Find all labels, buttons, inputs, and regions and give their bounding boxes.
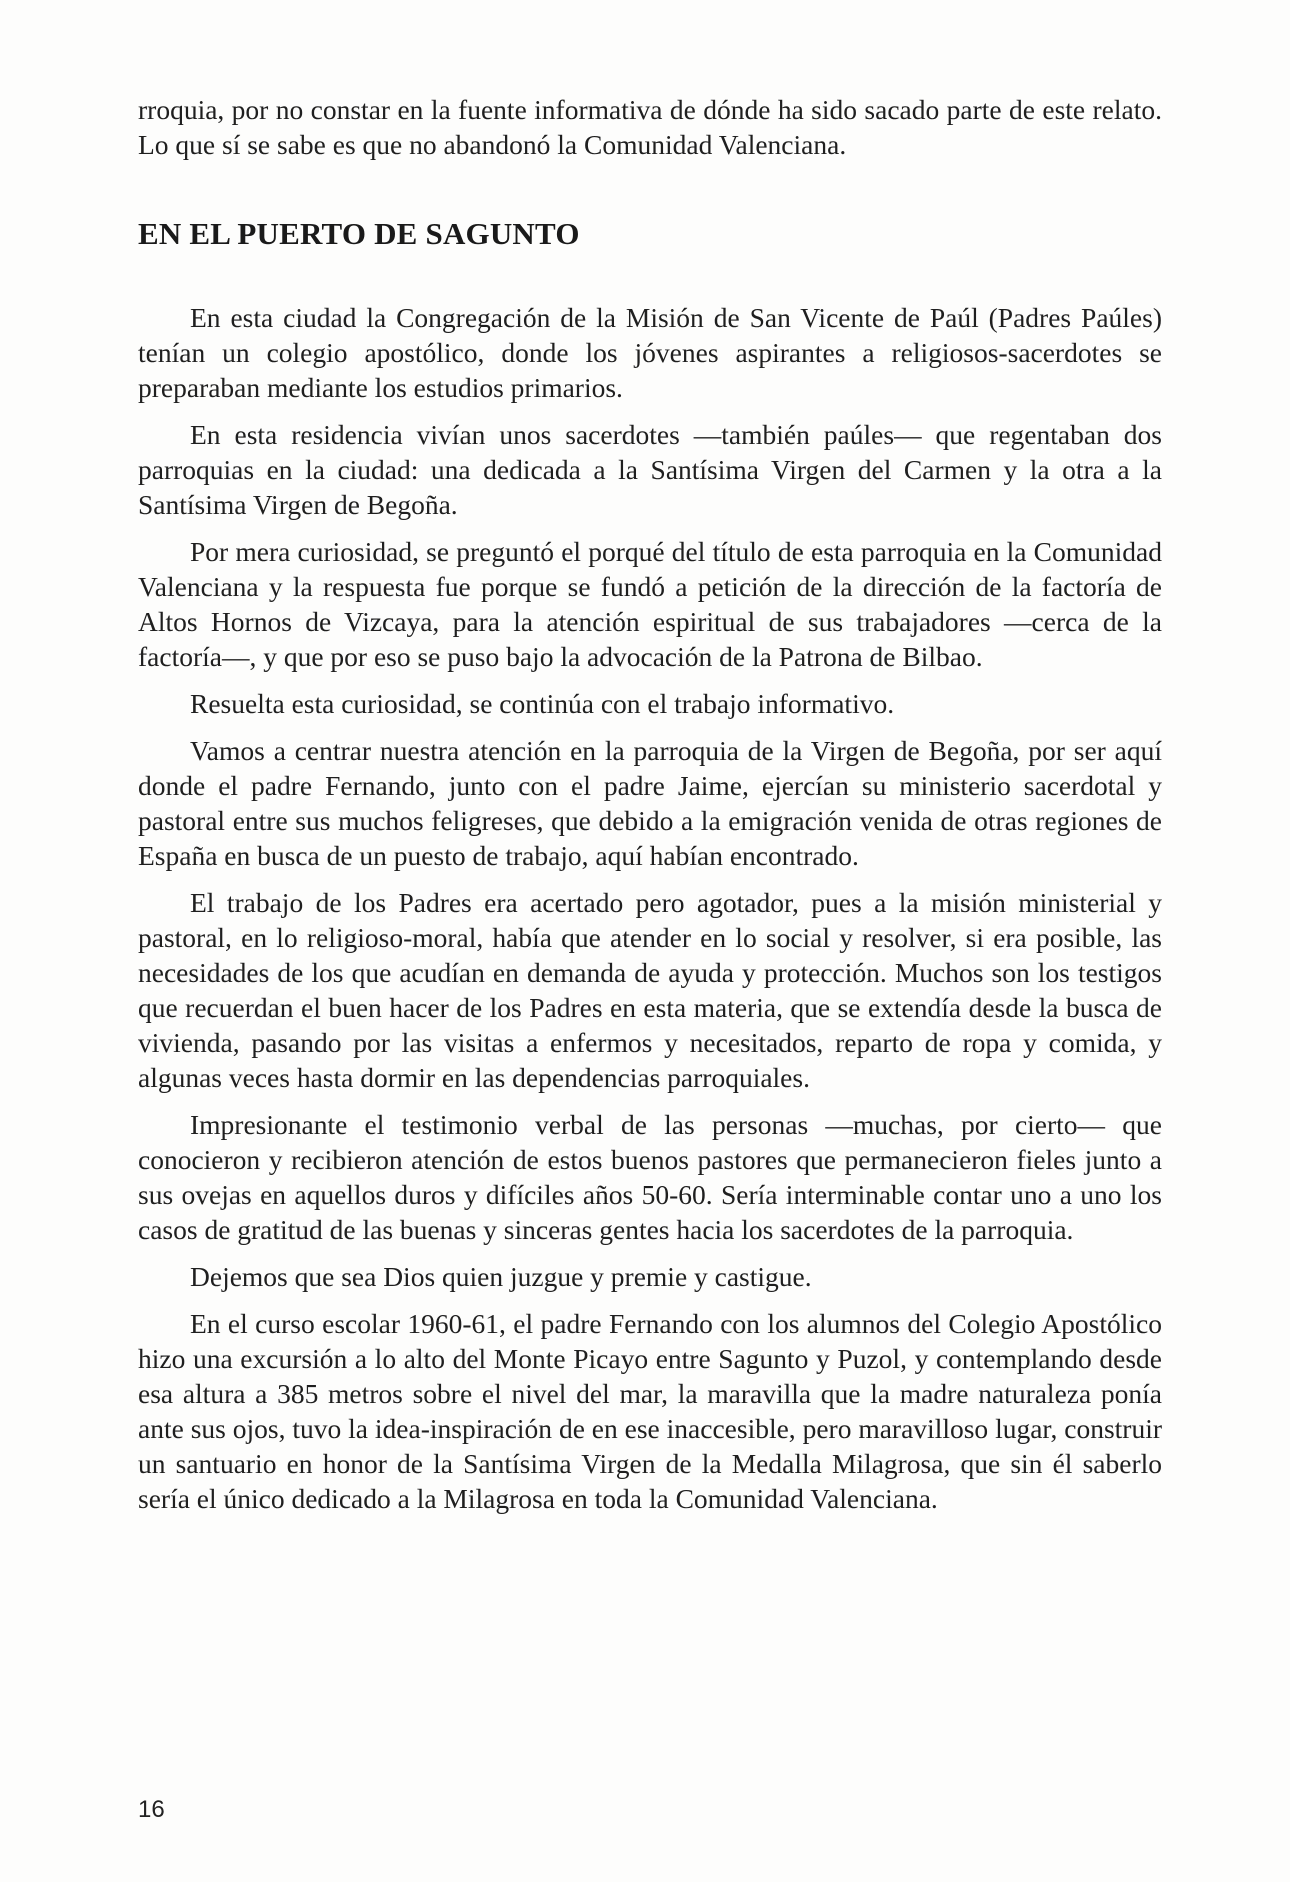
paragraph-4: Resuelta esta curiosidad, se continúa con el trabajo informativo. xyxy=(190,688,895,719)
paragraph-9: En el curso escolar 1960-61, el padre Fernando con los alumnos del Colegio Apostólico hizo una excursión a lo alto del Monte Picayo entre Sagunto y Puzol, y contemplando desde esa altura a 385 metros sobre el nivel del mar, la maravilla que la madre naturaleza ponía ante sus ojos, tuvo la idea-inspiración de en ese inaccesible, pero maravilloso lugar, construir un santuario en honor de la Santísima Virgen de la Medalla Milagrosa, que sin él saberlo sería el único dedicado a la Milagrosa en toda la Comunidad Valenciana. xyxy=(138,1308,1162,1514)
page-content xyxy=(138,92,1162,1528)
intro-paragraph: rroquia, por no constar en la fuente informativa de dónde ha sido sacado parte de este relato. Lo que sí se sabe es que no abandonó la Comunidad Valenciana. xyxy=(138,94,1162,160)
page-number: 16 xyxy=(138,1796,165,1823)
paragraph-7: Impresionante el testimonio verbal de las personas —muchas, por cierto— que conocieron y recibieron atención de estos buenos pastores que permanecieron fieles junto a sus ovejas en aquellos duros y difíciles años 50-60. Sería interminable contar uno a uno los casos de gratitud de las buenas y sinceras gentes hacia los sacerdotes de la parroquia. xyxy=(138,1109,1162,1245)
paragraph-8: Dejemos que sea Dios quien juzgue y premie y castigue. xyxy=(190,1261,812,1292)
paragraph-3: Por mera curiosidad, se preguntó el porqué del título de esta parroquia en la Comunidad Valenciana y la respuesta fue porque se fundó a petición de la dirección de la factoría de Altos Hornos de Vizcaya, para la atención espiritual de sus trabajadores —cerca de la factoría—, y que por eso se puso bajo la advocación de la Patrona de Bilbao. xyxy=(138,536,1162,672)
paragraph-5: Vamos a centrar nuestra atención en la parroquia de la Virgen de Begoña, por ser aquí donde el padre Fernando, junto con el padre Jaime, ejercían su ministerio sacerdotal y pastoral entre sus muchos feligreses, que debido a la emigración venida de otras regiones de España en busca de un puesto de trabajo, aquí habían encontrado. xyxy=(138,735,1162,871)
section-heading: EN EL PUERTO DE SAGUNTO xyxy=(138,216,580,251)
paragraph-1: En esta ciudad la Congregación de la Misión de San Vicente de Paúl (Padres Paúles) tenían un colegio apostólico, donde los jóvenes aspirantes a religiosos-sacerdotes se preparaban mediante los estudios primarios. xyxy=(138,302,1162,403)
paragraph-2: En esta residencia vivían unos sacerdotes —también paúles— que regentaban dos parroquias en la ciudad: una dedicada a la Santísima Virgen del Carmen y la otra a la Santísima Virgen de Begoña. xyxy=(138,419,1162,520)
paragraph-6: El trabajo de los Padres era acertado pero agotador, pues a la misión ministerial y pastoral, en lo religioso-moral, había que atender en lo social y resolver, si era posible, las necesidades de los que acudían en demanda de ayuda y protección. Muchos son los testigos que recuerdan el buen hacer de los Padres en esta materia, que se extendía desde la busca de vivienda, pasando por las visitas a enfermos y necesitados, reparto de ropa y comida, y algunas veces hasta dormir en las dependencias parroquiales. xyxy=(138,887,1162,1093)
